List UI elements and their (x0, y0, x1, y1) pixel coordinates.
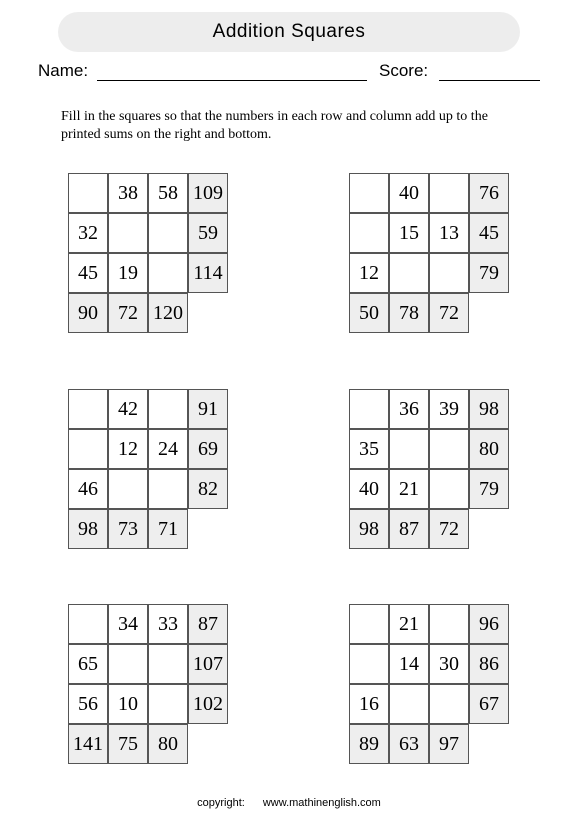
given-cell: 21 (389, 604, 429, 644)
blank-cell[interactable] (148, 253, 188, 293)
blank-cell[interactable] (429, 469, 469, 509)
column-sum-cell: 73 (108, 509, 148, 549)
given-cell: 46 (68, 469, 108, 509)
blank-cell[interactable] (349, 389, 389, 429)
column-sum-cell: 98 (68, 509, 108, 549)
blank-cell[interactable] (429, 604, 469, 644)
column-sum-cell: 141 (68, 724, 108, 764)
blank-cell[interactable] (148, 469, 188, 509)
blank-cell[interactable] (349, 173, 389, 213)
column-sum-cell: 72 (108, 293, 148, 333)
given-cell: 65 (68, 644, 108, 684)
given-cell: 45 (68, 253, 108, 293)
row-sum-cell: 67 (469, 684, 509, 724)
given-cell: 12 (108, 429, 148, 469)
blank-cell[interactable] (389, 429, 429, 469)
copyright-label: copyright: (197, 797, 245, 809)
row-sum-cell: 59 (188, 213, 228, 253)
puzzle-1 (68, 173, 228, 333)
column-sum-cell: 63 (389, 724, 429, 764)
column-sum-cell: 90 (68, 293, 108, 333)
row-sum-cell: 45 (469, 213, 509, 253)
column-sum-cell: 87 (389, 509, 429, 549)
column-sum-cell: 50 (349, 293, 389, 333)
score-label: Score: (379, 61, 429, 80)
given-cell: 21 (389, 469, 429, 509)
blank-cell[interactable] (349, 644, 389, 684)
given-cell: 35 (349, 429, 389, 469)
row-sum-cell: 96 (469, 604, 509, 644)
given-cell: 10 (108, 684, 148, 724)
row-sum-cell: 109 (188, 173, 228, 213)
column-sum-cell: 98 (349, 509, 389, 549)
score-line[interactable] (439, 80, 540, 81)
name-score-row (38, 61, 543, 85)
puzzle-2 (349, 173, 509, 333)
blank-cell[interactable] (108, 213, 148, 253)
blank-cell[interactable] (349, 604, 389, 644)
row-sum-cell: 79 (469, 469, 509, 509)
given-cell: 42 (108, 389, 148, 429)
blank-cell[interactable] (389, 684, 429, 724)
blank-cell[interactable] (148, 213, 188, 253)
footer (0, 797, 578, 809)
column-sum-cell: 72 (429, 509, 469, 549)
blank-cell[interactable] (429, 429, 469, 469)
row-sum-cell: 82 (188, 469, 228, 509)
blank-cell[interactable] (68, 429, 108, 469)
given-cell: 38 (108, 173, 148, 213)
puzzle-3 (68, 389, 228, 549)
website-link[interactable]: www.mathinenglish.com (262, 797, 381, 809)
column-sum-cell: 78 (389, 293, 429, 333)
given-cell: 39 (429, 389, 469, 429)
blank-cell[interactable] (429, 253, 469, 293)
instructions: Fill in the squares so that the numbers in each row and column add up to the printed sums on the right and bottom. (61, 109, 488, 142)
blank-cell[interactable] (429, 684, 469, 724)
given-cell: 32 (68, 213, 108, 253)
column-sum-cell: 75 (108, 724, 148, 764)
blank-cell[interactable] (68, 604, 108, 644)
given-cell: 30 (429, 644, 469, 684)
column-sum-cell: 97 (429, 724, 469, 764)
given-cell: 14 (389, 644, 429, 684)
blank-cell[interactable] (68, 389, 108, 429)
blank-cell[interactable] (349, 213, 389, 253)
blank-cell[interactable] (389, 253, 429, 293)
row-sum-cell: 76 (469, 173, 509, 213)
given-cell: 24 (148, 429, 188, 469)
blank-cell[interactable] (108, 644, 148, 684)
given-cell: 33 (148, 604, 188, 644)
given-cell: 13 (429, 213, 469, 253)
given-cell: 16 (349, 684, 389, 724)
row-sum-cell: 87 (188, 604, 228, 644)
name-line[interactable] (97, 80, 367, 81)
row-sum-cell: 114 (188, 253, 228, 293)
given-cell: 56 (68, 684, 108, 724)
given-cell: 19 (108, 253, 148, 293)
given-cell: 12 (349, 253, 389, 293)
page-title: Addition Squares (212, 21, 366, 42)
column-sum-cell: 72 (429, 293, 469, 333)
given-cell: 15 (389, 213, 429, 253)
title-bar (58, 12, 520, 52)
column-sum-cell: 120 (148, 293, 188, 333)
blank-cell[interactable] (148, 389, 188, 429)
given-cell: 36 (389, 389, 429, 429)
given-cell: 58 (148, 173, 188, 213)
column-sum-cell: 80 (148, 724, 188, 764)
name-label: Name: (38, 61, 89, 80)
row-sum-cell: 98 (469, 389, 509, 429)
row-sum-cell: 79 (469, 253, 509, 293)
row-sum-cell: 107 (188, 644, 228, 684)
row-sum-cell: 80 (469, 429, 509, 469)
row-sum-cell: 86 (469, 644, 509, 684)
blank-cell[interactable] (148, 684, 188, 724)
given-cell: 34 (108, 604, 148, 644)
blank-cell[interactable] (429, 173, 469, 213)
given-cell: 40 (389, 173, 429, 213)
puzzle-4 (349, 389, 509, 549)
blank-cell[interactable] (108, 469, 148, 509)
row-sum-cell: 102 (188, 684, 228, 724)
column-sum-cell: 89 (349, 724, 389, 764)
puzzle-5 (68, 604, 228, 764)
blank-cell[interactable] (68, 173, 108, 213)
given-cell: 40 (349, 469, 389, 509)
blank-cell[interactable] (148, 644, 188, 684)
puzzle-6 (349, 604, 509, 764)
row-sum-cell: 91 (188, 389, 228, 429)
column-sum-cell: 71 (148, 509, 188, 549)
row-sum-cell: 69 (188, 429, 228, 469)
